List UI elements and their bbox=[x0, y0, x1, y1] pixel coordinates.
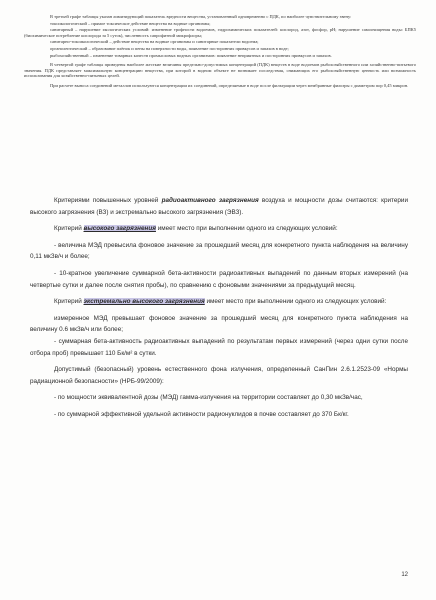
small-print-section bbox=[24, 14, 416, 90]
small-paragraph: рыбохозяйственный – изменение товарных качеств промысловых водных организмов: появление неприятных и посторонних привкусов и запахов. bbox=[50, 52, 332, 58]
small-paragraph: В третьей графе таблицы указан лимитирующий показатель вредности вещества, установленный одновременно с ПДК, по наиболее чувствительному звену: bbox=[50, 14, 352, 19]
highlighted-term: высокого загрязнения bbox=[83, 225, 156, 233]
page-number: 12 bbox=[401, 572, 408, 578]
small-paragraph: токсикологический – прямое токсическое действие вещества на водные организмы; bbox=[50, 20, 211, 26]
highlighted-term: экстремально высокого загрязнения bbox=[83, 298, 205, 306]
paragraph: Критериями повышенных уровней радиоактивного загрязнения воздуха и мощности дозы считаются: критерии высокого загрязнения (ВЗ) и экстремально высокого загрязнения (ЭВЗ). bbox=[30, 197, 408, 216]
small-paragraph: санитарный – нарушение экологических условий: изменение трофности водоемов, гидрохимических показателей: кислород, азот, фосфор, pH; нарушение самоочищения воды: БПК5 (биохимическое потребление кислорода за 5 суток), численность сапрофитной микрофлоры; bbox=[24, 27, 416, 38]
main-text-section bbox=[30, 195, 408, 421]
paragraph: Критерий экстремально высокого загрязнения имеет место при выполнении одного из следующих условий: bbox=[54, 298, 387, 306]
small-paragraph: органолептический – образование плёнок и пены на поверхности воды, появление посторонних привкусов и запахов в воде; bbox=[50, 45, 289, 51]
paragraph: - величина МЭД превысила фоновое значение за прошедший месяц для конкретного пункта наблюдения на величину 0,11 мкЗв/ч и более; bbox=[30, 241, 408, 261]
paragraph: - 10-кратное увеличение суммарной бета-активности радиоактивных выпадений по данным вторых измерений (на четвертые сутки и далее после снятия пробы), по сравнению с фоновыми значениями за предыдущий месяц. bbox=[30, 269, 408, 289]
paragraph: Допустимый (безопасный) уровень естественного фона излучения, определенный СанПин 2.6.1.2523-09 «Нормы радиационной безопасности» (НРБ-99/2009): bbox=[30, 366, 408, 385]
small-paragraph: санитарно-токсикологический – действие вещества на водные организмы и санитарные показатели водоема; bbox=[50, 39, 259, 45]
paragraph: Критерий высокого загрязнения имеет место при выполнении одного из следующих условий: bbox=[54, 225, 338, 233]
small-paragraph: В четвертой графе таблицы приведены наиболее жесткие величины предельно-допустимых концентраций (ПДК) веществ в воде водоемов рыбохозяйственного или хозяйственно-питьевого значения. ПДК представляет максимальную концентрацию вещества, при которой в водном объекте не возникает последствия, снижающих его рыбохозяйственную ценность или возможность использования для хозяйственно-питьевых целей. bbox=[24, 62, 416, 79]
paragraph: измеренное МЭД превышает фоновое значение за прошедший месяц для конкретного пункта наблюдения на величину 0.6 мкЗв/ч или более; bbox=[30, 314, 408, 334]
paragraph: - по мощности эквивалентной дозы (МЭД) гамма-излучения на территории составляет до 0,30 мкЗв/час, bbox=[54, 394, 363, 402]
paragraph: - суммарная бета-активность радиоактивных выпадений по результатам первых измерений (через одни сутки после отбора проб) превышает 110 Бк/м² в сутки. bbox=[30, 337, 408, 357]
paragraph: - по суммарной эффективной удельной активности радионуклидов в почве составляет до 370 Бк/кг. bbox=[54, 410, 349, 418]
emphasis: радиоактивного загрязнения bbox=[161, 197, 259, 204]
small-paragraph: При расчете выноса соединений металлов используются концентрации их соединений, определяемые в воде после фильтрации через мембранные фильтры с диаметром пор 0,45 микрон. bbox=[50, 82, 409, 88]
